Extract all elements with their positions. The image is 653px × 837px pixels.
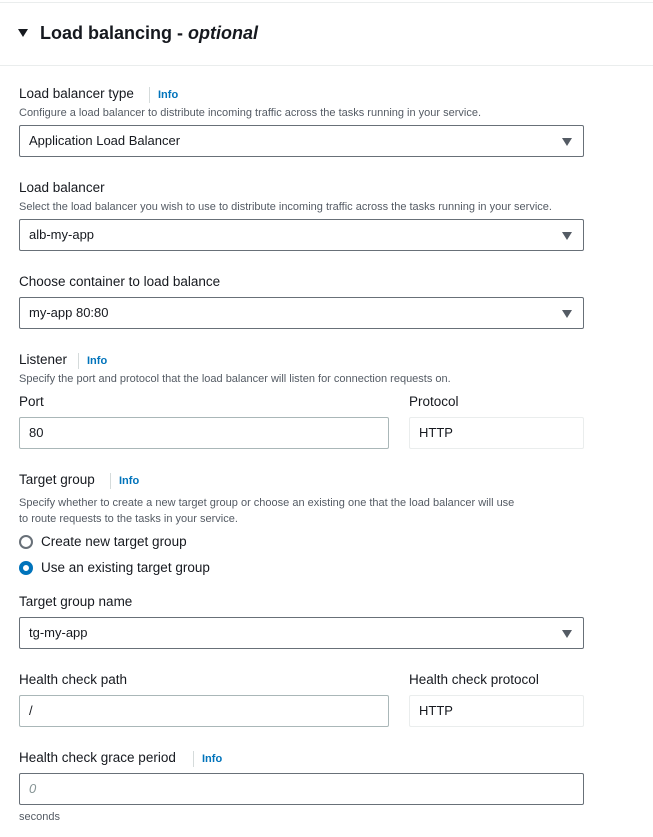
health-check-path-value: / — [29, 703, 33, 718]
grace-period-input[interactable] — [19, 773, 584, 805]
load-balancer-label: Load balancer — [19, 180, 105, 195]
health-check-path-input[interactable] — [19, 695, 389, 727]
grace-period-info-link[interactable]: Info — [193, 751, 222, 767]
dropdown-caret-icon — [562, 310, 572, 318]
target-group-name-select[interactable] — [19, 617, 584, 649]
port-label: Port — [19, 394, 44, 409]
protocol-field — [409, 417, 584, 449]
create-new-target-group-label[interactable]: Create new target group — [41, 534, 187, 549]
health-check-protocol-label: Health check protocol — [409, 672, 539, 687]
section-title-separator: - — [177, 23, 184, 43]
health-check-path-label: Health check path — [19, 672, 128, 687]
optional-label: optional — [188, 23, 259, 43]
container-value: my-app 80:80 — [29, 305, 109, 320]
grace-period-units: seconds — [19, 811, 60, 823]
port-value: 80 — [29, 425, 44, 440]
create-new-target-group-radio[interactable] — [19, 535, 33, 549]
section-title — [40, 22, 258, 44]
health-check-protocol-value: HTTP — [419, 703, 453, 718]
lb-type-description: Configure a load balancer to distribute incoming traffic across the tasks running in your service. — [19, 107, 482, 119]
load-balancer-value: alb-my-app — [29, 227, 95, 242]
grace-period-label: Health check grace period — [19, 750, 176, 765]
dropdown-caret-icon — [562, 630, 572, 638]
lb-type-label: Load balancer type — [19, 86, 134, 101]
protocol-value: HTTP — [419, 425, 453, 440]
grace-period-placeholder: 0 — [29, 781, 37, 796]
target-group-description-2: to route requests to the tasks in your service. — [19, 513, 238, 525]
lb-type-select[interactable] — [19, 125, 584, 157]
health-check-protocol-field — [409, 695, 584, 727]
lb-type-info-link[interactable]: Info — [149, 87, 178, 103]
load-balancer-select[interactable] — [19, 219, 584, 251]
target-group-name-value: tg-my-app — [29, 625, 88, 640]
dropdown-caret-icon — [562, 138, 572, 146]
target-group-label: Target group — [19, 472, 95, 487]
caret-down-icon[interactable] — [18, 29, 28, 37]
target-group-description-1: Specify whether to create a new target group or choose an existing one that the load balancer will use — [19, 497, 515, 509]
load-balancer-description: Select the load balancer you wish to use to distribute incoming traffic across the tasks running in your service. — [19, 201, 552, 213]
listener-description: Specify the port and protocol that the load balancer will listen for connection requests on. — [19, 373, 451, 385]
protocol-label: Protocol — [409, 394, 459, 409]
target-group-name-label: Target group name — [19, 594, 133, 609]
port-input[interactable] — [19, 417, 389, 449]
use-existing-target-group-label[interactable]: Use an existing target group — [41, 560, 210, 575]
use-existing-target-group-radio[interactable] — [19, 561, 33, 575]
target-group-info-link[interactable]: Info — [110, 473, 139, 489]
dropdown-caret-icon — [562, 232, 572, 240]
section-header[interactable] — [0, 3, 653, 66]
listener-info-link[interactable]: Info — [78, 353, 107, 369]
section-title-text: Load balancing — [40, 23, 173, 43]
container-label: Choose container to load balance — [19, 274, 221, 289]
listener-label: Listener — [19, 352, 68, 367]
container-select[interactable] — [19, 297, 584, 329]
lb-type-value: Application Load Balancer — [29, 133, 181, 148]
